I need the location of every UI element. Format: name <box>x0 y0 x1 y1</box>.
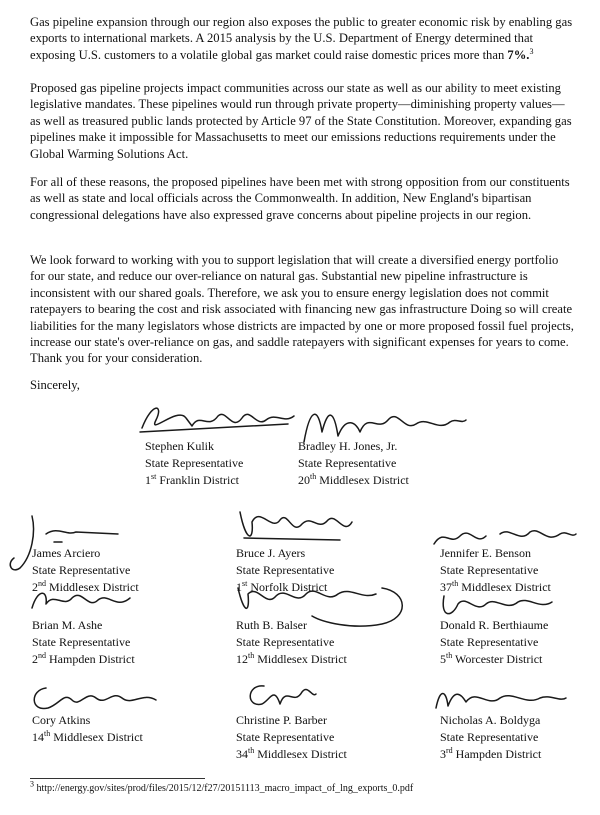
signer-district: 1st Norfolk District <box>236 579 328 594</box>
signer-title: State Representative <box>236 635 335 649</box>
signer-name: Bruce J. Ayers <box>236 546 306 560</box>
signer-district: 3rd Hampden District <box>440 746 542 761</box>
signer-title: State Representative <box>440 635 539 649</box>
footnote-ref: 3 <box>529 46 534 56</box>
signer-title: State Representative <box>440 730 539 744</box>
signer-name: Ruth B. Balser <box>236 618 307 632</box>
closing: Sincerely, <box>30 378 80 392</box>
signer-district: 34th Middlesex District <box>236 746 347 761</box>
signer-title: State Representative <box>32 563 131 577</box>
signer-district: 12th Middlesex District <box>236 651 347 666</box>
signer-name: James Arciero <box>32 546 101 560</box>
signer-district: 14th Middlesex District <box>32 729 143 744</box>
footnote-url: http://energy.gov/sites/prod/files/2015/12/f27/20151113_macro_impact_of_lng_exports_0.pdf <box>34 783 414 794</box>
paragraph-export-risk <box>30 14 575 63</box>
signer-block <box>440 545 551 596</box>
signer-name: Brian M. Ashe <box>32 618 103 632</box>
paragraph-text: For all of these reasons, the proposed pipelines have been met with strong opposition from our constituents as well as state and local officials across the Commonwealth. In addition, New England's bipartisan congressional delegations have also expressed grave concerns about pipeline projects in our region. <box>30 175 570 222</box>
footnote-number: 3 <box>30 779 34 789</box>
signer-block <box>32 712 143 746</box>
signer-block <box>440 617 548 668</box>
paragraph-text: We look forward to working with you to support legislation that will create a diversified energy portfolio for our state, and reduce our over-reliance on natural gas. Substantial new pipeline infrastructure is inconsistent with our shared goals. Therefore, we ask you to ensure energy legislation does not commit ratepayers to bearing the cost and risk associated with financing new gas infrastructure Doing so will create liabilities for the many legislators whose districts are impacted by one or more proposed fossil fuel projects, increase our state's over-reliance on gas, and saddle ratepayers with significant expenses for years to come. Thank you for your consideration. <box>30 253 574 366</box>
paragraph-text: Proposed gas pipeline projects impact communities across our state as well as our ability to meet existing legislative mandates. These pipelines would run through private property—diminishing property values—as well as treasured public lands protected by Article 97 of the State Constitution. Moreover, expanding gas pipelines make it impossible for Massachusetts to meet our emissions reductions requirements under the Global Warming Solutions Act. <box>30 81 572 161</box>
signer-name: Bradley H. Jones, Jr. <box>298 439 398 453</box>
signer-block <box>298 438 409 489</box>
signer-title: State Representative <box>236 730 335 744</box>
signer-district: 2nd Middlesex District <box>32 579 139 594</box>
signer-district: 1st Franklin District <box>145 472 240 487</box>
signature-ayers <box>232 502 362 548</box>
signer-block <box>32 545 139 596</box>
signer-block <box>236 545 334 596</box>
signer-district: 37th Middlesex District <box>440 579 551 594</box>
signer-block <box>32 617 135 668</box>
signer-name: Jennifer E. Benson <box>440 546 531 560</box>
footnote-divider <box>30 778 205 779</box>
paragraph-community-impact <box>30 80 575 162</box>
signature-boldyga <box>430 684 570 714</box>
signer-block <box>236 712 347 763</box>
paragraph-text: Gas pipeline expansion through our region also exposes the public to greater economic risk by enabling gas exports to international markets. A 2015 analysis by the U.S. Department of Energy determined that exposing U.S. customers to a volatile global gas market could raise domestic prices more than <box>30 15 573 62</box>
signer-name: Christine P. Barber <box>236 713 327 727</box>
signer-block <box>236 617 347 668</box>
bold-figure: 7%. <box>507 47 530 62</box>
signer-title: State Representative <box>440 563 539 577</box>
signer-district: 20th Middlesex District <box>298 472 409 487</box>
signer-name: Cory Atkins <box>32 713 91 727</box>
signer-title: State Representative <box>298 456 397 470</box>
signer-name: Stephen Kulik <box>145 439 214 453</box>
signer-name: Donald R. Berthiaume <box>440 618 549 632</box>
signer-title: State Representative <box>236 563 335 577</box>
signer-district: 5th Worcester District <box>440 651 543 666</box>
paragraph-request <box>30 252 575 367</box>
footnote <box>30 779 414 794</box>
signer-block <box>145 438 243 489</box>
signer-title: State Representative <box>32 635 131 649</box>
signer-name: Nicholas A. Boldyga <box>440 713 541 727</box>
signer-block <box>440 712 541 763</box>
signer-title: State Representative <box>145 456 244 470</box>
signature-barber <box>240 678 320 712</box>
signer-district: 2nd Hampden District <box>32 651 135 666</box>
paragraph-opposition <box>30 174 575 223</box>
